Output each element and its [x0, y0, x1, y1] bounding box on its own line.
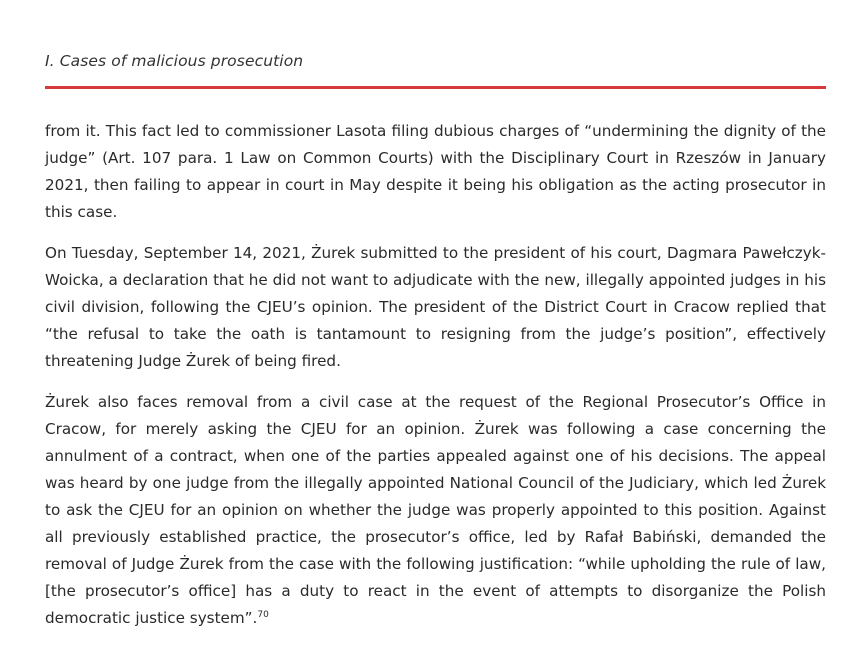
article-body [45, 118, 826, 646]
paragraph-3 [45, 389, 826, 632]
footnote-reference[interactable]: 70 [257, 609, 269, 620]
paragraph-2: On Tuesday, September 14, 2021, Żurek submitted to the president of his court, Dagmara Pawełczyk-Woicka, a declaration that he did not want to adjudicate with the new, illegally appointed judges in his civil division, following the CJEU’s opinion. The president of the District Court in Cracow replied that “the refusal to take the oath is tantamount to resigning from the judge’s position”, effectively threatening Judge Żurek of being fired. [45, 244, 826, 370]
paragraph-1: from it. This fact led to commissioner Lasota filing dubious charges of “undermining the dignity of the judge” (Art. 107 para. 1 Law on Common Courts) with the Disciplinary Court in Rzeszów in January 2021, then failing to appear in court in May despite it being his obligation as the acting prosecutor in this case. [45, 122, 826, 221]
header-divider [45, 86, 826, 89]
section-title: I. Cases of malicious prosecution [45, 52, 304, 70]
paragraph-3-text: Żurek also faces removal from a civil case at the request of the Regional Prosecutor’s Office in Cracow, for merely asking the CJEU for an opinion. Żurek was following a case concerning the annulment of a contract, when one of the parties appealed against one of his decisions. The appeal was heard by one judge from the illegally appointed National Council of the Judiciary, which led Żurek to ask the CJEU for an opinion on whether the judge was properly appointed to this position. Against all previously established practice, the prosecutor’s office, led by Rafał Babiński, demanded the removal of Judge Żurek from the case with the following justification: “while upholding the rule of law, [the prosecutor’s office] has a duty to react in the event of attempts to disorganize the Polish democratic justice system”. [45, 393, 826, 627]
